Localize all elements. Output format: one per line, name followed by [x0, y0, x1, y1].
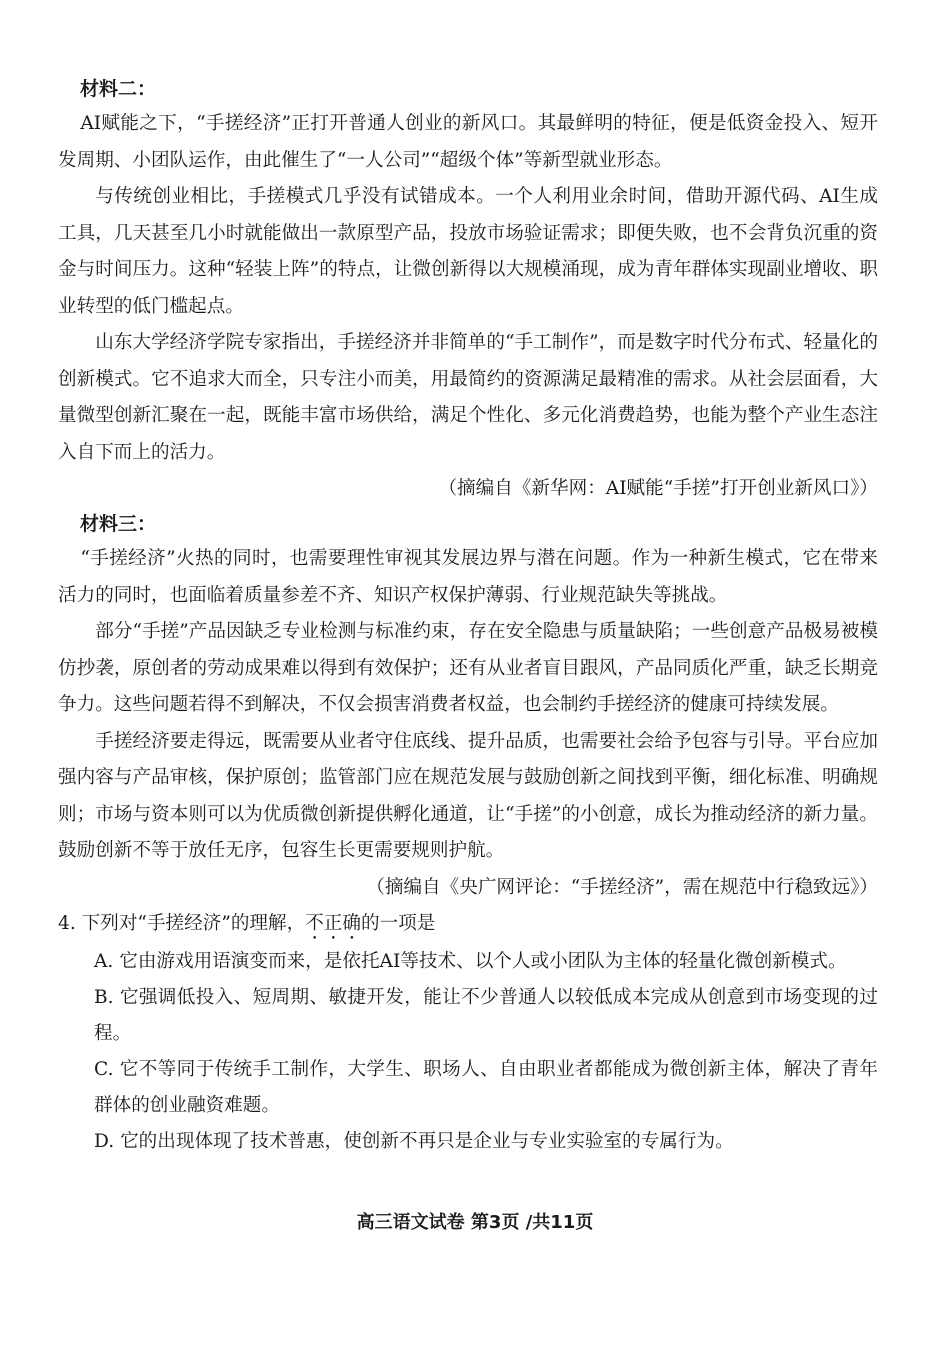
question-stem-prefix: 4. 下列对“手搓经济”的理解，	[58, 912, 306, 934]
material-2-heading: 材料二：	[80, 78, 157, 100]
material-2-paragraph: 与传统创业相比，手搓模式几乎没有试错成本。一个人利用业余时间，借助开源代码、AI生成工具，几天甚至几小时就能做出一款原型产品，投放市场验证需求；即便失败，也不会背负沉重的资金与时间压力。这种“轻装上阵”的特点，让微创新得以大规模涌现，成为青年群体实现副业增收、职业转型的低门槛起点。	[58, 186, 878, 317]
page-footer: 高三语文试卷 第3页 /共11页	[356, 1212, 594, 1233]
option-b: B. 它强调低投入、短周期、敏捷开发，能让不少普通人以较低成本完成从创意到市场变现的过程。	[94, 986, 878, 1044]
exam-page	[58, 72, 878, 1160]
material-3-paragraph: 手搓经济要走得远，既需要从业者守住底线、提升品质，也需要社会给予包容与引导。平台应加强内容与产品审核，保护原创；监管部门应在规范发展与鼓励创新之间找到平衡，细化标准、明确规则；市场与资本则可以为优质微创新提供孵化通道，让“手搓”的小创意，成长为推动经济的新力量。鼓励创新不等于放任无序，包容生长更需要规则护航。	[58, 730, 878, 861]
question-stem	[58, 906, 878, 944]
option-a: A. 它由游戏用语演变而来，是依托AI等技术、以个人或小团队为主体的轻量化微创新模式。	[94, 950, 847, 972]
material-3-heading: 材料三：	[80, 513, 157, 535]
option-d: D. 它的出现体现了技术普惠，使创新不再只是企业与专业实验室的专属行为。	[94, 1130, 734, 1152]
material-2-paragraph: 山东大学经济学院专家指出，手搓经济并非简单的“手工制作”，而是数字时代分布式、轻量化的创新模式。它不追求大而全，只专注小而美，用最简约的资源满足最精准的需求。从社会层面看，大量微型创新汇聚在一起，既能丰富市场供给，满足个性化、多元化消费趋势，也能为整个产业生态注入自下而上的活力。	[58, 332, 878, 463]
material-2-source: （摘编自《新华网：AI赋能“手搓”打开创业新风口》）	[438, 478, 878, 499]
material-3-paragraph: “手搓经济”火热的同时，也需要理性审视其发展边界与潜在问题。作为一种新生模式，它在带来活力的同时，也面临着质量参差不齐、知识产权保护薄弱、行业规范缺失等挑战。	[58, 548, 878, 606]
material-2-paragraph: AI赋能之下，“手搓经济”正打开普通人创业的新风口。其最鲜明的特征，便是低资金投入、短开发周期、小团队运作，由此催生了“一人公司”“超级个体”等新型就业形态。	[58, 113, 878, 171]
material-3-source: （摘编自《央广网评论：“手搓经济”，需在规范中行稳致远》）	[366, 876, 878, 898]
question-stem-suffix: 的一项是	[361, 912, 436, 934]
option-c: C. 它不等同于传统手工制作，大学生、职场人、自由职业者都能成为微创新主体，解决了青年群体的创业融资难题。	[94, 1058, 878, 1116]
material-3-paragraph: 部分“手搓”产品因缺乏专业检测与标准约束，存在安全隐患与质量缺陷；一些创意产品极易被模仿抄袭，原创者的劳动成果难以得到有效保护；还有从业者盲目跟风，产品同质化严重，缺乏长期竞争力。这些问题若得不到解决，不仅会损害消费者权益，也会制约手搓经济的健康可持续发展。	[58, 621, 878, 715]
question-stem-emphasis: 不正确	[305, 912, 361, 934]
